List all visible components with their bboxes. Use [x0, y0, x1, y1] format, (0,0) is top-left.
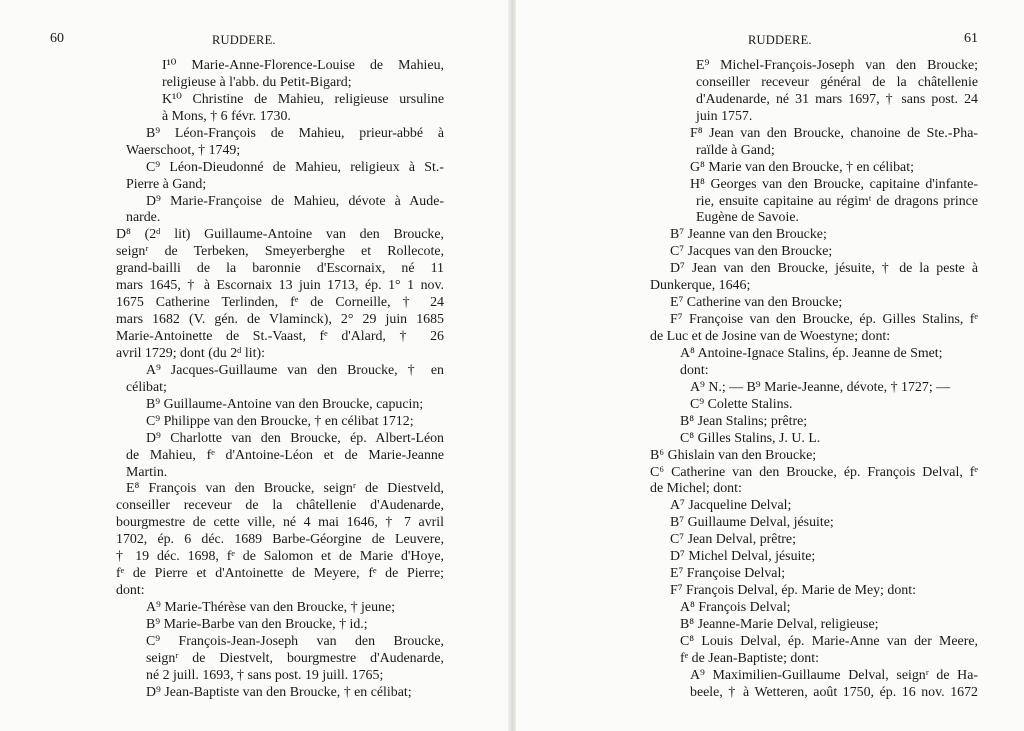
left-page — [0, 0, 508, 731]
text-line: B⁸ Jeanne-Marie Delval, religieuse; — [680, 616, 879, 632]
text-line: B⁷ Guillaume Delval, jésuite; — [670, 515, 834, 531]
text-line: C⁹ Colette Stalins. — [690, 396, 793, 412]
text-line: B⁹ Marie-Barbe van den Broucke, † id.; — [146, 616, 368, 632]
text-line: F⁷ François Delval, ép. Marie de Mey; dont: — [670, 583, 916, 599]
text-line: Waerschoot, † 1749; — [126, 142, 241, 158]
text-line: à Mons, † 6 févr. 1730. — [162, 108, 291, 124]
text-line: † 19 déc. 1698, fᵉ de Salomon et de Marie d'Hoye, — [116, 549, 444, 565]
text-line: 1675 Catherine Terlinden, fᵉ de Corneille, † 24 — [116, 295, 444, 311]
text-line: C⁹ François-Jean-Joseph van den Broucke, — [146, 633, 444, 649]
text-line: C⁸ Gilles Stalins, J. U. L. — [680, 430, 821, 446]
text-line: A⁷ Jacqueline Delval; — [670, 498, 792, 514]
text-line: A⁹ Jacques-Guillaume van den Broucke, † en — [146, 362, 444, 378]
text-line: de Michel; dont: — [650, 481, 742, 497]
text-line: célibat; — [126, 379, 167, 395]
text-line: dont: — [680, 362, 709, 378]
text-line: bourgmestre de cette ville, né 4 mai 1646, † 7 avril — [116, 515, 444, 531]
text-line: seignʳ de Terbeken, Smeyerberghe et Rollecote, — [116, 244, 444, 260]
text-line: mars 1682 (V. gén. de Vlaminck), 2° 29 juin 1685 — [116, 312, 444, 328]
text-line: D⁸ (2ᵈ lit) Guillaume-Antoine van den Broucke, — [116, 227, 444, 243]
text-line: C⁹ Léon-Dieudonné de Mahieu, religieux à St.- — [146, 159, 444, 175]
text-line: B⁸ Jean Stalins; prêtre; — [680, 413, 808, 429]
text-line: D⁹ Charlotte van den Broucke, ép. Albert-Léon — [146, 430, 444, 446]
text-line: D⁹ Jean-Baptiste van den Broucke, † en célibat; — [146, 684, 412, 700]
running-head: RUDDERE. — [212, 33, 276, 47]
text-line: F⁷ Françoise van den Broucke, ép. Gilles Stalins, fᵉ — [670, 312, 978, 328]
text-line: Dunkerque, 1646; — [650, 278, 751, 294]
text-line: I¹⁰ Marie-Anne-Florence-Louise de Mahieu, — [162, 58, 444, 73]
right-page — [516, 0, 1024, 731]
text-line: avril 1729; dont (du 2ᵈ lit): — [116, 345, 265, 361]
text-line: B⁶ Ghislain van den Broucke; — [650, 447, 817, 463]
text-line: seignʳ de Diestvelt, bourgmestre d'Audenarde, — [146, 650, 444, 666]
text-line: E⁹ Michel-François-Joseph van den Broucke; — [696, 58, 978, 73]
text-line: Eugène de Savoie. — [696, 210, 799, 226]
text-line: juin 1757. — [696, 108, 753, 124]
text-line: rie, ensuite capitaine au régimᵗ de dragons prince — [696, 193, 978, 209]
text-line: Martin. — [126, 464, 168, 480]
text-line: d'Audenarde, né 31 mars 1697, † sans post. 24 — [696, 91, 978, 107]
text-line: A⁹ Maximilien-Guillaume Delval, seignʳ de Ha- — [690, 667, 978, 683]
text-line: C⁶ Catherine van den Broucke, ép. François Delval, fᵉ — [650, 464, 978, 480]
text-line: C⁷ Jacques van den Broucke; — [670, 244, 833, 260]
text-line: C⁹ Philippe van den Broucke, † en célibat 1712; — [146, 413, 414, 429]
running-head: RUDDERE. — [748, 33, 812, 47]
text-line: mars 1645, † à Escornaix 13 juin 1713, ép. 1° 1 nov. — [116, 278, 444, 294]
text-line: conseiller receveur de la châtellenie d'Audenarde, — [116, 498, 444, 514]
page-number: 61 — [964, 31, 978, 46]
text-line: B⁷ Jeanne van den Broucke; — [670, 227, 827, 243]
text-line: 1702, ép. 6 déc. 1689 Barbe-Géorgine de Leuvere, — [116, 532, 444, 548]
text-line: beele, † à Wetteren, août 1750, ép. 16 nov. 1672 — [690, 684, 978, 700]
text-line: A⁸ François Delval; — [680, 600, 791, 615]
page-body — [650, 58, 978, 702]
text-line: C⁷ Jean Delval, prêtre; — [670, 532, 796, 548]
text-line: C⁸ Louis Delval, ép. Marie-Anne van der Meere, — [680, 633, 978, 649]
text-line: F⁸ Jean van den Broucke, chanoine de Ste.-Pha- — [690, 125, 978, 141]
text-line: D⁷ Jean van den Broucke, jésuite, † de la peste à — [670, 261, 978, 277]
text-line: B⁹ Léon-François de Mahieu, prieur-abbé à — [146, 125, 444, 141]
text-line: fᵉ de Pierre et d'Antoinette de Meyere, fᵉ de Pierre; — [116, 566, 444, 582]
text-line: fᵉ de Jean-Baptiste; dont: — [680, 650, 819, 666]
text-line: A⁹ N.; — B⁹ Marie-Jeanne, dévote, † 1727; — — [690, 379, 951, 395]
text-line: dont: — [116, 583, 145, 599]
text-line: Marie-Antoinette de St.-Vaast, fᵉ d'Alard, † 26 — [116, 329, 444, 344]
text-line: de Luc et de Josine van de Woestyne; dont: — [650, 329, 891, 344]
text-line: G⁸ Marie van den Broucke, † en célibat; — [690, 159, 914, 175]
page-number: 60 — [50, 31, 64, 46]
text-line: de Mahieu, fᵉ d'Antoine-Léon et de Marie-Jeanne — [126, 447, 444, 463]
text-line: narde. — [126, 210, 161, 226]
text-line: grand-bailli de la baronnie d'Escornaix, né 11 — [116, 261, 444, 277]
text-line: Pierre à Gand; — [126, 176, 207, 192]
text-line: D⁷ Michel Delval, jésuite; — [670, 549, 816, 565]
page-body — [116, 58, 444, 702]
text-line: A⁸ Antoine-Ignace Stalins, ép. Jeanne de Smet; — [680, 345, 943, 361]
text-line: E⁷ Catherine van den Broucke; — [670, 295, 843, 311]
text-line: K¹⁰ Christine de Mahieu, religieuse ursuline — [162, 91, 444, 107]
text-line: H⁸ Georges van den Broucke, capitaine d'infante- — [690, 176, 978, 192]
text-line: né 2 juill. 1693, † sans post. 19 juill. 1765; — [146, 667, 384, 683]
text-line: E⁷ Françoise Delval; — [670, 566, 786, 582]
text-line: E⁸ François van den Broucke, seignʳ de Diestveld, — [126, 481, 444, 497]
text-line: A⁹ Marie-Thérèse van den Broucke, † jeune; — [146, 600, 395, 615]
text-line: D⁹ Marie-Françoise de Mahieu, dévote à Aude- — [146, 193, 444, 209]
text-line: raïlde à Gand; — [696, 142, 775, 158]
text-line: B⁹ Guillaume-Antoine van den Broucke, capucin; — [146, 396, 424, 412]
book-gutter — [508, 0, 516, 731]
text-line: conseiller receveur général de la châtellenie — [696, 74, 978, 90]
text-line: religieuse à l'abb. du Petit-Bigard; — [162, 74, 352, 90]
